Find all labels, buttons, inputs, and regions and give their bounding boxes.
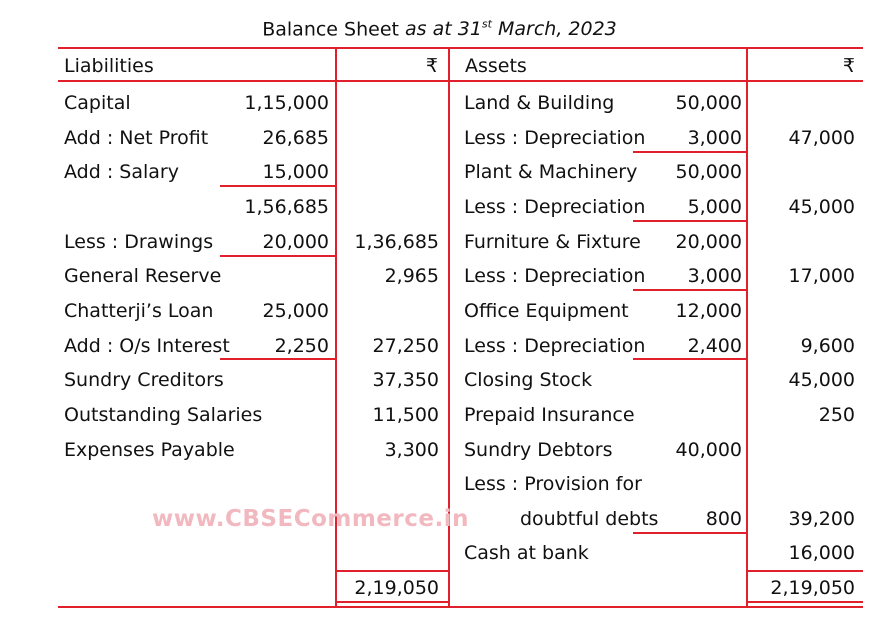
title-as-at: as at 31 [405,18,482,41]
table-top-rule [58,47,863,49]
title-sup: st [481,18,492,31]
furniture-amount: 20,000 [675,231,742,253]
land-dep-label: Less : Depreciation [464,127,646,149]
land-amount: 50,000 [675,92,742,114]
interest-underline [220,358,335,360]
prepaid-label: Prepaid Insurance [464,404,635,426]
capital-amount: 1,15,000 [244,92,329,114]
furniture-dep-label: Less : Depreciation [464,265,646,287]
outstanding-salaries-label: Outstanding Salaries [64,404,263,426]
drawings-underline [220,255,335,257]
debtors-net-amount: 39,200 [788,508,855,530]
net-profit-label: Add : Net Profit [64,127,209,149]
office-dep-amount: 2,400 [687,335,742,357]
furniture-dep-underline [633,289,746,291]
plant-label: Plant & Machinery [464,161,638,183]
debtors-label: Sundry Debtors [464,439,613,461]
office-dep-underline [633,358,746,360]
land-dep-amount: 3,000 [687,127,742,149]
header-liabilities: Liabilities [64,55,154,77]
creditors-label: Sundry Creditors [64,369,224,391]
furniture-net-amount: 17,000 [788,265,855,287]
salary-label: Add : Salary [64,161,179,183]
loan-total-amount: 27,250 [372,335,439,357]
plant-dep-amount: 5,000 [687,196,742,218]
creditors-amount: 37,350 [372,369,439,391]
plant-net-amount: 45,000 [788,196,855,218]
expenses-payable-amount: 3,300 [384,439,439,461]
title-rest: March, 2023 [491,18,617,41]
capital-subtotal: 1,56,685 [244,196,329,218]
office-net-amount: 9,600 [800,335,855,357]
capital-label: Capital [64,92,131,114]
office-amount: 12,000 [675,300,742,322]
salary-underline [220,185,335,187]
header-rupee-assets: ₹ [842,55,855,77]
liabilities-total: 2,19,050 [354,577,439,599]
title-prefix: Balance Sheet [262,18,406,41]
watermark: www.CBSECommerce.in [152,506,469,532]
liabilities-total-top-rule [335,570,448,572]
expenses-payable-label: Expenses Payable [64,439,235,461]
debtors-amount: 40,000 [675,439,742,461]
liabilities-total-double-rule [335,601,448,603]
salary-amount: 15,000 [262,161,329,183]
interest-amount: 2,250 [274,335,329,357]
loan-label: Chatterji’s Loan [64,300,214,322]
interest-label: Add : O/s Interest [64,335,230,357]
cash-label: Cash at bank [464,542,589,564]
provision-label-line2: doubtful debts [520,508,659,530]
outstanding-salaries-amount: 11,500 [372,404,439,426]
provision-amount: 800 [705,508,742,530]
plant-dep-label: Less : Depreciation [464,196,646,218]
page-title [0,14,879,40]
loan-amount: 25,000 [262,300,329,322]
provision-underline [633,532,746,534]
closing-stock-label: Closing Stock [464,369,593,391]
col-divider-assets-amount [746,47,748,607]
header-assets: Assets [465,55,527,77]
assets-total-top-rule [746,570,863,572]
net-profit-amount: 26,685 [262,127,329,149]
plant-dep-underline [633,220,746,222]
office-dep-label: Less : Depreciation [464,335,646,357]
closing-stock-amount: 45,000 [788,369,855,391]
land-dep-underline [633,151,746,153]
capital-net-amount: 1,36,685 [354,231,439,253]
drawings-amount: 20,000 [262,231,329,253]
provision-label-line1: Less : Provision for [464,473,642,495]
prepaid-amount: 250 [818,404,855,426]
header-bottom-rule [58,80,863,82]
office-label: Office Equipment [464,300,629,322]
land-net-amount: 47,000 [788,127,855,149]
furniture-label: Furniture & Fixture [464,231,641,253]
table-bottom-rule [58,606,863,608]
general-reserve-amount: 2,965 [384,265,439,287]
assets-total: 2,19,050 [770,577,855,599]
furniture-dep-amount: 3,000 [687,265,742,287]
cash-amount: 16,000 [788,542,855,564]
plant-amount: 50,000 [675,161,742,183]
header-rupee-liabilities: ₹ [425,55,438,77]
assets-total-double-rule [746,601,863,603]
general-reserve-label: General Reserve [64,265,222,287]
drawings-label: Less : Drawings [64,231,214,253]
land-label: Land & Building [464,92,615,114]
